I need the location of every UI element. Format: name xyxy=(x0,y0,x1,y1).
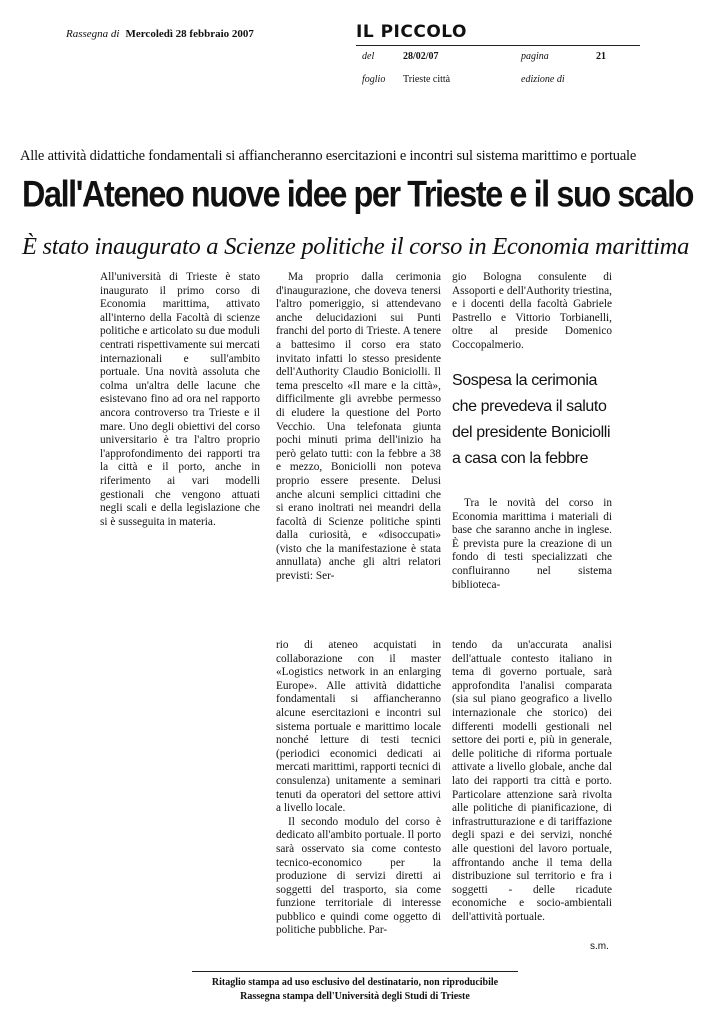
author-signature: s.m. xyxy=(590,941,609,952)
article-column-3-top xyxy=(452,271,612,353)
article-column-1 xyxy=(100,271,260,529)
article-paragraph: rio di ateneo acquistati in collaborazione con il master «Logistics network in an enlarging Europe». Alle attività didattiche fondamentali si affiancheranno alcune esercitazioni e incontri sul sistema portuale e marittimo locale nonché letture di testi tecnici (periodici economici dedicati ai mercati marittimi, rapporti tecnici di consulenza) unitamente a seminari tenuti da operatori del settore attivi a livello locale. xyxy=(276,639,441,815)
section-name: Trieste città xyxy=(403,74,451,85)
article-column-3-bottom xyxy=(452,497,612,592)
boxed-subheading: Sospesa la cerimonia che prevedeva il saluto del presidente Boniciolli a casa con la febbre xyxy=(452,372,611,467)
article-paragraph: All'università di Trieste è stato inaugurato il primo corso di Economia marittima, attivato all'interno della Facoltà di scienze politiche e articolato su due moduli centrati rispettivamente sui mercati internazionali e sull'ambito portuale. Una novità assoluta che colma un'altra delle lacune che esistevano fino ad ora nel rapporto ancora controverso tra Trieste e il mare. Uno degli obiettivi del corso universitario è tra l'altro proprio l'approfondimento dei rapporti tra la città e il porto, anche in riferimento ai vari modelli gestionali che vengono attuati negli scali e della legislazione che si è susseguita in materia. xyxy=(100,271,260,528)
article-column-5 xyxy=(452,639,612,924)
clipping-date: Mercoledì 28 febbraio 2007 xyxy=(125,28,254,40)
footer-disclaimer: Ritaglio stampa ad uso esclusivo del destinatario, non riproducibile xyxy=(211,977,499,988)
foglio-label: foglio xyxy=(362,74,386,85)
article-paragraph: Tra le novità del corso in Economia marittima i materiali di base che saranno anche in inglese. È prevista pure la creazione di un fondo di testi specializzati che confluiranno nel sistema biblioteca- xyxy=(452,497,612,591)
del-label: del xyxy=(362,51,375,62)
issue-date: 28/02/07 xyxy=(403,51,439,62)
article-paragraph: Il secondo modulo del corso è dedicato all'ambito portuale. Il porto sarà osservato sia come contesto tecnico-economico per la produzione di servizi diretti ai soggetti del trasporto, sia come funzione territoriale di interesse pubblico e quindi come oggetto di politiche pubbliche. Par- xyxy=(276,815,441,937)
article-column-4 xyxy=(276,639,441,938)
article-paragraph: gio Bologna consulente di Assoporti e dell'Authority triestina, e i docenti della facoltà Gabriele Pastrello e Vittorio Torbianelli, oltre al preside Domenico Coccopalmerio. xyxy=(452,271,612,351)
article-subtitle: È stato inaugurato a Scienze politiche il corso in Economia marittima xyxy=(22,233,690,260)
rassegna-label: Rassegna di xyxy=(66,28,120,40)
footer-source: Rassegna stampa dell'Università degli Studi di Trieste xyxy=(240,991,470,1002)
header-divider xyxy=(356,45,640,46)
edizione-label: edizione di xyxy=(521,74,565,85)
clipping-date-line xyxy=(66,28,254,40)
page-number: 21 xyxy=(596,51,606,62)
pagina-label: pagina xyxy=(521,51,549,62)
article-headline: Dall'Ateneo nuove idee per Trieste e il suo scalo xyxy=(22,173,694,215)
article-paragraph: Ma proprio dalla cerimonia d'inaugurazione, che doveva tenersi l'altro pomeriggio, si attendevano anche delucidazioni sui Punti franchi del porto di Trieste. A tenere a battesimo il corso era stato invitato infatti lo stesso presidente dell'Authority Claudio Boniciolli. Il tema prescelto «Il mare e la città», difficilmente gli avrebbe permesso di eludere la questione del Porto Vecchio. Una telefonata giunta pochi minuti prima dell'inizio ha però gelato tutti: con la febbre a 38 e mezzo, Boniciolli non poteva proprio essere presente. Delusi anche alcuni semplici cittadini che si erano inoltrati nei meandri della facoltà di Scienze politiche spinti dalla curiosità, e «disoccupati» (visto che la manifestazione è stata annullata) anche gli altri relatori previsti: Ser- xyxy=(276,271,441,583)
newspaper-name: IL PICCOLO xyxy=(356,22,467,42)
article-paragraph: tendo da un'accurata analisi dell'attuale contesto italiano in tema di governo portuale, sarà approfondita l'analisi comparata (sia sul piano geografico a livello internazionale che storico) dei differenti modelli gestionali nel settore dei porti e, più in generale, delle politiche di riforma portuale attivate a livello globale, anche dal lato dei rapporti tra città e porto. Particolare attenzione sarà rivolta alle politiche di pianificazione, di infrastrutturazione e di tariffazione degli spazi e dei servizi, nonché alle questioni del lavoro portuale, affrontando anche il tema della distribuzione sul territorio e fra i soggetti - delle ricadute economiche e socio-ambientali dell'attività portuale. xyxy=(452,639,612,923)
footer-divider xyxy=(192,971,518,972)
article-kicker: Alle attività didattiche fondamentali si affiancheranno esercitazioni e incontri sul sistema marittimo e portuale xyxy=(20,148,637,164)
article-column-2 xyxy=(276,271,441,584)
